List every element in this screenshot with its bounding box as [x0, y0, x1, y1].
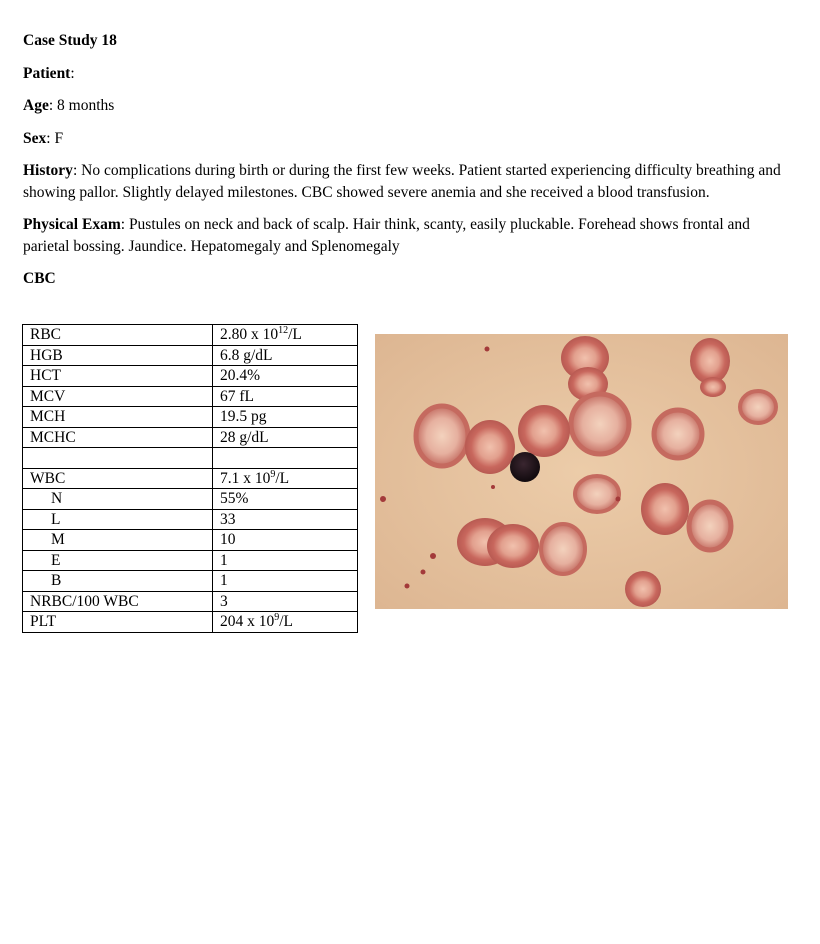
l-value: 33 [213, 509, 358, 530]
age-value: 8 months [57, 97, 115, 114]
rbc-cell [541, 524, 585, 574]
table-row [23, 345, 358, 366]
platelet [405, 584, 410, 589]
history-label: History [23, 162, 73, 179]
b-label: B [23, 571, 213, 592]
rbc-cell [571, 394, 629, 454]
plt-value: 204 x $10^9/L$ [213, 612, 358, 633]
rbc-cell [518, 405, 570, 457]
plt-label: PLT [23, 612, 213, 633]
patient-line: Patient: [23, 64, 75, 82]
mcv-value: 67 fL [213, 386, 358, 407]
hgb-label: HGB [23, 345, 213, 366]
sex-label: Sex [23, 129, 47, 147]
cbc-table [22, 324, 358, 633]
rbc-label: RBC [23, 325, 213, 346]
mch-label: MCH [23, 407, 213, 428]
exam-text: Pustules on neck and back of scalp. Hair think, scanty, easily pluckable. Forehead shows frontal and parietal bossing. Jaundice. Hepatomegaly and Splenomegaly [23, 216, 750, 255]
empty-cell [23, 448, 213, 469]
table-row [23, 489, 358, 510]
rbc-cell [641, 483, 689, 535]
exam-label: Physical Exam [23, 216, 121, 233]
table-row [23, 325, 358, 346]
table-row [23, 530, 358, 551]
platelet [430, 553, 436, 559]
table-row [23, 427, 358, 448]
platelet [421, 570, 426, 575]
cbc-heading: CBC [23, 270, 56, 287]
platelet [485, 347, 490, 352]
n-value: 55% [213, 489, 358, 510]
platelet [491, 485, 495, 489]
sex-value: F [54, 129, 64, 147]
rbc-cell [625, 571, 661, 607]
table-row [23, 509, 358, 530]
platelet [380, 496, 386, 502]
platelet [616, 497, 621, 502]
hct-label: HCT [23, 366, 213, 387]
history-paragraph: History: No complications during birth or during the first few weeks. Patient started experiencing difficulty breathing and showing pallor. Slightly delayed milestones. CBC showed severe anemia and she received a blood transfusion. [23, 162, 781, 201]
age-label: Age [23, 97, 49, 114]
table-row [23, 612, 358, 633]
patient-label: Patient [23, 64, 71, 82]
m-label: M [23, 530, 213, 551]
n-label: N [23, 489, 213, 510]
table-row [23, 468, 358, 489]
rbc-cell [654, 410, 702, 458]
case-document [23, 30, 783, 289]
rbc-cell [689, 502, 731, 550]
hct-value: 20.4% [213, 366, 358, 387]
wbc-label: WBC [23, 468, 213, 489]
exam-paragraph: Physical Exam: Pustules on neck and back of scalp. Hair think, scanty, easily pluckable. Forehead shows frontal and parietal bossing. Jaundice. Hepatomegaly and Splenomegaly [23, 216, 750, 255]
mcv-label: MCV [23, 386, 213, 407]
blood-smear-image [375, 334, 788, 609]
lymphocyte [510, 452, 540, 482]
table-row [23, 571, 358, 592]
rbc-cell [700, 377, 726, 397]
b-value: 1 [213, 571, 358, 592]
rbc-cell [416, 406, 468, 466]
rbc-cell [575, 476, 619, 512]
table-row [23, 591, 358, 612]
table-row [23, 407, 358, 428]
m-value: 10 [213, 530, 358, 551]
case-title: Case Study 18 [23, 32, 117, 49]
sex-line: Sex: F [23, 129, 64, 147]
wbc-value: 7.1 x $10^9/L$ [213, 468, 358, 489]
table-row [23, 550, 358, 571]
e-label: E [23, 550, 213, 571]
age-line: Age: 8 months [23, 97, 115, 114]
e-value: 1 [213, 550, 358, 571]
rbc-cell [740, 391, 776, 423]
mchc-value: 28 g/dL [213, 427, 358, 448]
table-row-empty [23, 448, 358, 469]
empty-cell [213, 448, 358, 469]
rbc-cell [487, 524, 539, 568]
history-text: No complications during birth or during the first few weeks. Patient started experiencing difficulty breathing and showing pallor. Slightly delayed milestones. CBC showed severe anemia and she received a blood transfusion. [23, 162, 781, 201]
l-label: L [23, 509, 213, 530]
table-row [23, 386, 358, 407]
hgb-value: 6.8 g/dL [213, 345, 358, 366]
rbc-cell [465, 420, 515, 474]
nrbc-label: NRBC/100 WBC [23, 591, 213, 612]
mchc-label: MCHC [23, 427, 213, 448]
rbc-value: 2.80 x $10^{12}/L$ [213, 325, 358, 346]
rbc-cell [690, 338, 730, 384]
nrbc-value: 3 [213, 591, 358, 612]
mch-value: 19.5 pg [213, 407, 358, 428]
table-row [23, 366, 358, 387]
